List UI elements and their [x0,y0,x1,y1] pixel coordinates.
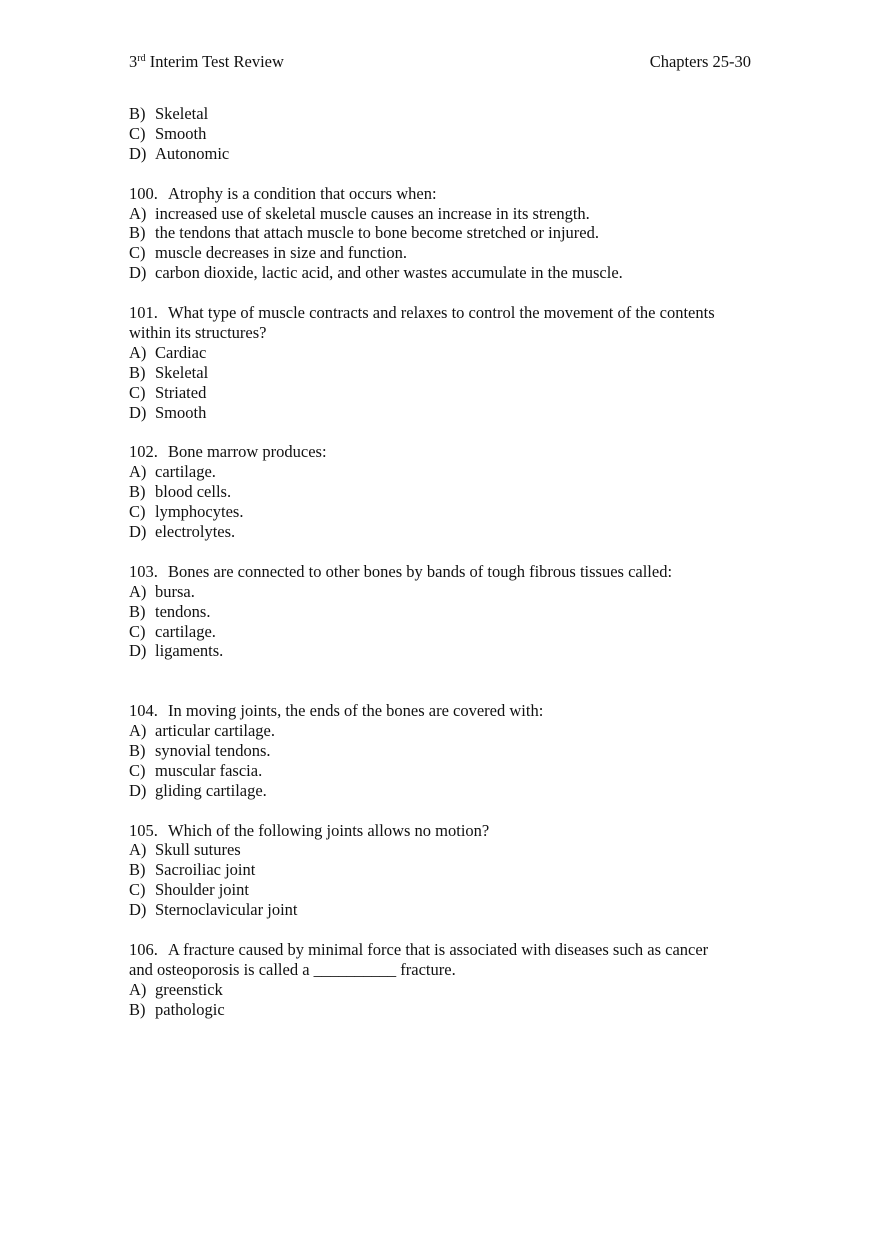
question-number: 101. [129,303,158,323]
option-item [129,243,759,263]
option-text: Shoulder joint [155,880,249,900]
option-text: ligaments. [155,641,224,661]
question-number: 105. [129,820,158,840]
option-text: gliding cartilage. [155,780,267,800]
option-text: lymphocytes. [155,502,244,522]
option-letter: C) [129,243,146,263]
option-item [129,204,759,224]
option-text: Smooth [155,123,207,143]
question-number: 106. [129,939,158,959]
option-text: electrolytes. [155,521,236,541]
option-item [129,343,759,363]
option-item [129,522,759,542]
option-letter: B) [129,860,146,880]
option-letter: D) [129,780,147,800]
option-letter: A) [129,721,147,741]
option-text: Autonomic [155,143,230,163]
question-text [129,940,759,960]
option-item [129,781,759,801]
option-letter: B) [129,601,146,621]
option-text: bursa. [155,581,195,601]
question-prompt: Bone marrow produces: [168,442,327,462]
option-text: cartilage. [155,621,216,641]
option-letter: D) [129,143,147,163]
option-letter: A) [129,840,147,860]
option-text: Smooth [155,402,207,422]
option-text: the tendons that attach muscle to bone become stretched or injured. [155,223,599,243]
question-prompt: Atrophy is a condition that occurs when: [168,183,437,203]
option-text: Cardiac [155,342,207,362]
question-101 [129,303,759,422]
option-letter: B) [129,740,146,760]
question-104 [129,701,759,801]
option-item [129,144,759,164]
option-letter: B) [129,104,146,123]
question-number: 103. [129,561,158,581]
option-letter: D) [129,263,147,283]
question-103 [129,562,759,662]
question-text [129,184,759,204]
option-letter: C) [129,382,146,402]
option-item [129,622,759,642]
option-letter: D) [129,521,147,541]
question-prompt: In moving joints, the ends of the bones are covered with: [168,701,544,721]
option-letter: C) [129,880,146,900]
option-letter: A) [129,462,147,482]
option-text: tendons. [155,601,211,621]
option-text: cartilage. [155,462,216,482]
question-prompt: Which of the following joints allows no motion? [168,820,490,840]
option-letter: A) [129,581,147,601]
option-text: blood cells. [155,482,232,502]
option-text: Skeletal [155,362,209,382]
option-item [129,860,759,880]
option-letter: C) [129,760,146,780]
option-text: synovial tendons. [155,740,271,760]
option-item [129,880,759,900]
option-text: pathologic [155,999,225,1019]
option-letter: B) [129,482,146,502]
question-number: 102. [129,442,158,462]
option-item [129,223,759,243]
option-text: muscle decreases in size and function. [155,243,407,263]
option-item [129,462,759,482]
question-102 [129,442,759,542]
option-item [129,104,759,124]
question-prompt: A fracture caused by minimal force that is associated with diseases such as cancer [168,939,709,959]
option-item [129,721,759,741]
option-item [129,383,759,403]
option-letter: D) [129,641,147,661]
option-letter: A) [129,203,147,223]
option-text: Skull sutures [155,840,241,860]
option-item [129,582,759,602]
question-text [129,442,759,462]
option-item [129,900,759,920]
question-105 [129,821,759,921]
option-text: Sacroiliac joint [155,860,256,880]
option-item [129,602,759,622]
option-text: Sternoclavicular joint [155,900,298,920]
option-item [129,124,759,144]
question-text [129,821,759,841]
question-106 [129,940,759,1020]
question-prompt: What type of muscle contracts and relaxes to control the movement of the contents [168,303,715,323]
option-letter: D) [129,900,147,920]
option-letter: C) [129,123,146,143]
option-letter: B) [129,223,146,243]
option-item [129,1000,759,1020]
option-text: muscular fascia. [155,760,263,780]
option-text: greenstick [155,979,223,999]
question-100 [129,184,759,284]
option-letter: D) [129,402,147,422]
question-text [129,701,759,721]
question-text [129,562,759,582]
option-letter: A) [129,979,147,999]
header-title [129,52,284,74]
option-letter: B) [129,999,146,1019]
header-chapters: Chapters 25-30 [649,52,751,71]
option-item [129,741,759,761]
question-text-continued: and osteoporosis is called a __________ fracture. [129,959,456,979]
option-letter: B) [129,362,146,382]
option-item [129,980,759,1000]
option-text: Striated [155,382,207,402]
header-title-rest: Interim Test Review [145,52,284,71]
option-item [129,502,759,522]
option-text: Skeletal [155,104,209,123]
option-letter: C) [129,621,146,641]
question-text [129,303,759,323]
question-number: 104. [129,701,158,721]
option-text: increased use of skeletal muscle causes an increase in its strength. [155,203,590,223]
option-item [129,363,759,383]
option-text: articular cartilage. [155,721,276,741]
continued-options [129,104,759,164]
question-number: 100. [129,183,158,203]
option-letter: A) [129,342,147,362]
question-text-continued: within its structures? [129,322,267,342]
option-letter: C) [129,502,146,522]
option-item [129,482,759,502]
header-ordinal-number: 3 [129,52,138,71]
option-item [129,840,759,860]
option-item [129,641,759,661]
option-text: carbon dioxide, lactic acid, and other wastes accumulate in the muscle. [155,263,623,283]
page-header [129,52,751,74]
option-item [129,403,759,423]
question-list [129,104,759,1020]
option-item [129,761,759,781]
question-prompt: Bones are connected to other bones by bands of tough fibrous tissues called: [168,561,673,581]
option-item [129,263,759,283]
header-ordinal-suffix: rd [137,53,146,64]
